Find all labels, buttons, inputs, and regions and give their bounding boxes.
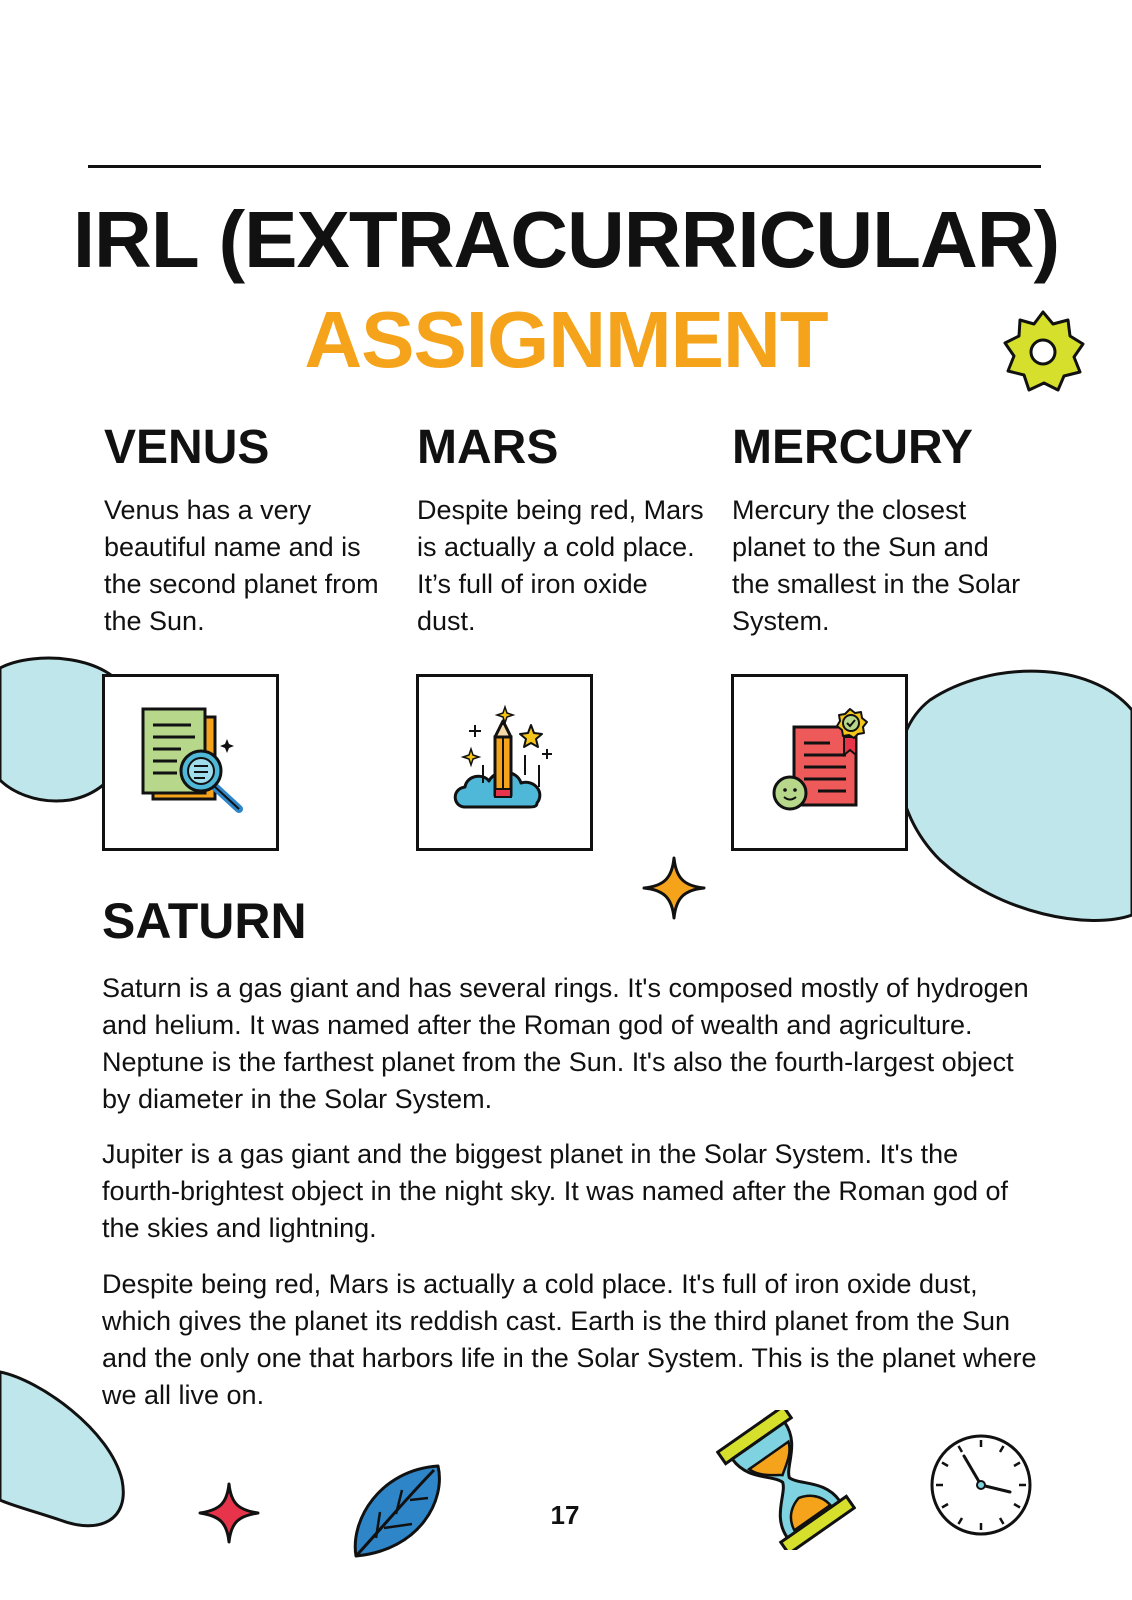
page-title: IRL (EXTRACURRICULAR) (72, 195, 1060, 284)
venus-heading: VENUS (104, 421, 270, 474)
sparkle-red-icon (198, 1482, 260, 1544)
saturn-paragraph-2: Jupiter is a gas giant and the biggest planet in the Solar System. It's the fourth-brightest object in the night sky. It was named after the Roman god of the skies and lightning. (102, 1139, 1008, 1243)
gear-icon (1000, 308, 1086, 394)
venus-text: Venus has a very beautiful name and is the second planet from the Sun. (104, 495, 379, 636)
leaf-icon (350, 1460, 450, 1560)
saturn-paragraph-1: Saturn is a gas giant and has several rings. It's composed mostly of hydrogen and helium. It was named after the Roman god of wealth and agriculture. Neptune is the farthest planet from the Sun. It's also the fourth-largest object by diameter in the Solar System. (102, 973, 1029, 1114)
blob-right (880, 660, 1132, 930)
page-subtitle: ASSIGNMENT (304, 295, 828, 384)
mars-text: Despite being red, Mars is actually a cold place. It’s full of iron oxide dust. (417, 495, 704, 636)
mercury-text: Mercury the closest planet to the Sun and the smallest in the Solar System. (732, 495, 1021, 636)
page-number: 17 (550, 1500, 580, 1530)
saturn-heading: SATURN (102, 893, 307, 949)
document-search-icon (131, 703, 251, 823)
top-rule (88, 165, 1041, 168)
saturn-paragraph-3: Despite being red, Mars is actually a cold place. It's full of iron oxide dust, which gives the planet its reddish cast. Earth is the third planet from the Sun and the only one that harbors life in the Solar System. This is the planet where we all live on. (102, 1269, 1037, 1410)
venus-icon-frame (102, 674, 279, 851)
mercury-icon-frame (731, 674, 908, 851)
clock-icon (928, 1432, 1034, 1538)
mars-icon-frame (416, 674, 593, 851)
certificate-badge-icon (760, 703, 880, 823)
mars-heading: MARS (417, 421, 559, 474)
hourglass-icon (716, 1410, 856, 1550)
mercury-heading: MERCURY (732, 421, 973, 474)
sparkle-orange-icon (642, 856, 706, 920)
pencil-cloud-stars-icon (445, 703, 565, 823)
